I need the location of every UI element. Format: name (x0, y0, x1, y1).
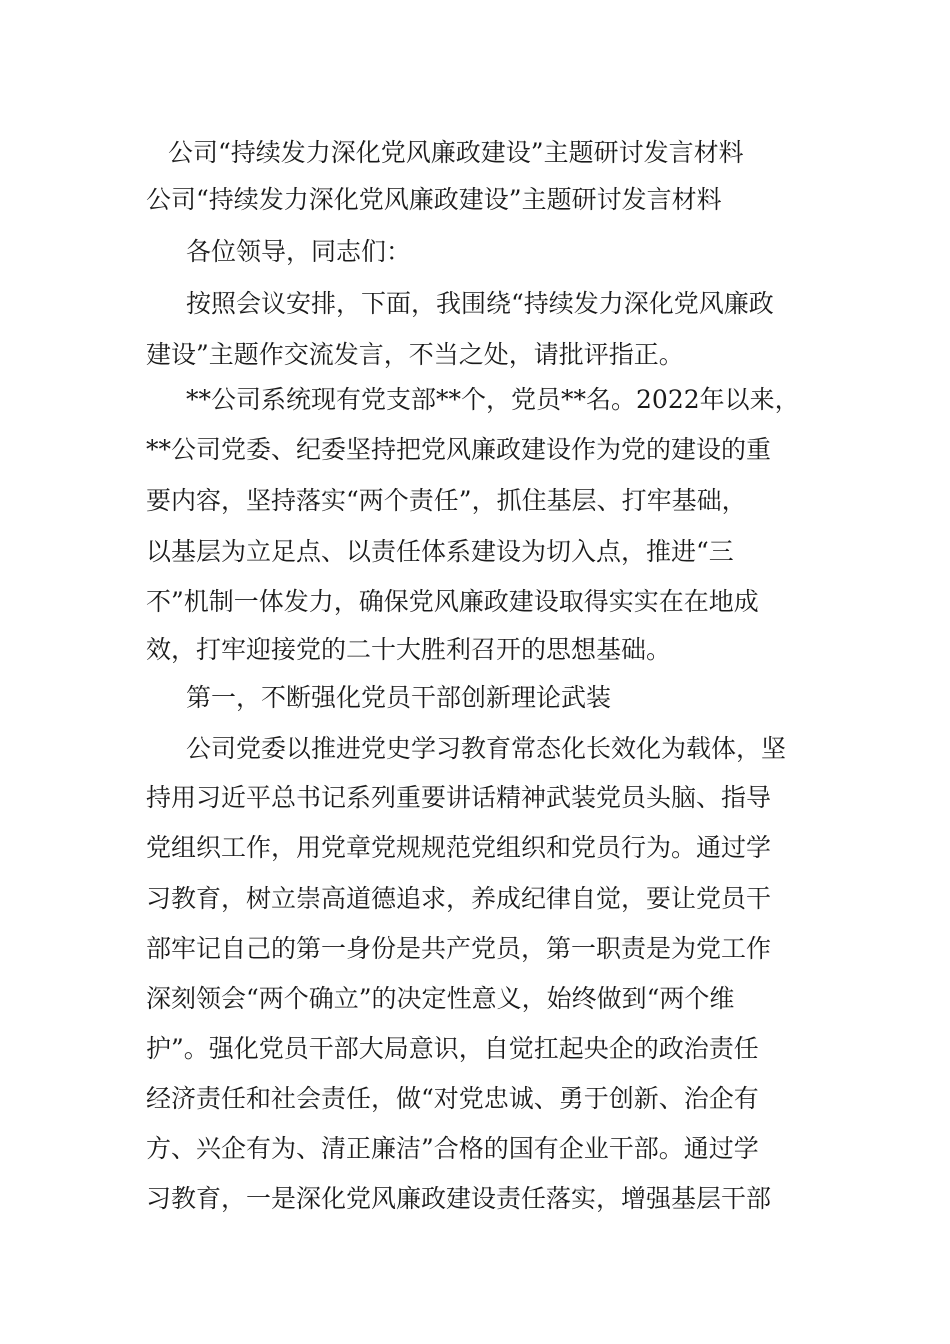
paragraph-line: 按照会议安排，下面，我围绕“持续发力深化党风廉政 (186, 289, 774, 318)
paragraph-line: 公司党委以推进党史学习教育常态化长效化为载体，坚 (186, 734, 787, 763)
paragraph-line: 部牢记自己的第一身份是共产党员，第一职责是为党工作 (146, 934, 772, 963)
paragraph-line: 习教育，一是深化党风廉政建设责任落实，增强基层干部 (146, 1184, 772, 1213)
paragraph-line: 以基层为立足点、以责任体系建设为切入点，推进“三 (146, 537, 734, 566)
paragraph-line: 深刻领会“两个确立”的决定性意义，始终做到“两个维 (146, 984, 735, 1013)
paragraph-line: **公司党委、纪委坚持把党风廉政建设作为党的建设的重 (146, 435, 772, 464)
paragraph-line: 方、兴企有为、清正廉洁”合格的国有企业干部。通过学 (146, 1134, 759, 1163)
document-title-header: 公司“持续发力深化党风廉政建设”主题研讨发言材料 (168, 138, 744, 167)
paragraph-line: 效，打牢迎接党的二十大胜利召开的思想基础。 (146, 635, 672, 664)
paragraph-line: 不”机制一体发力，确保党风廉政建设取得实实在在地成 (146, 587, 759, 616)
paragraph-line: 各位领导，同志们： (186, 237, 412, 266)
paragraph-line: 要内容，坚持落实“两个责任”，抓住基层、打牢基础， (146, 486, 747, 515)
paragraph-line: 建设”主题作交流发言，不当之处，请批评指正。 (146, 340, 684, 369)
paragraph-line: 党组织工作，用党章党规规范党组织和党员行为。通过学 (146, 833, 772, 862)
paragraph-line: 经济责任和社会责任，做“对党忠诚、勇于创新、治企有 (146, 1084, 759, 1113)
paragraph-line: 习教育，树立崇高道德追求，养成纪律自觉，要让党员干 (146, 884, 772, 913)
paragraph-line: 护”。强化党员干部大局意识，自觉扛起央企的政治责任 (146, 1034, 759, 1063)
paragraph-line: 持用习近平总书记系列重要讲话精神武装党员头脑、指导 (146, 783, 772, 812)
document-title: 公司“持续发力深化党风廉政建设”主题研讨发言材料 (146, 185, 722, 214)
paragraph-line: **公司系统现有党支部**个，党员**名。2022年以来， (186, 385, 800, 414)
section-heading: 第一，不断强化党员干部创新理论武装 (186, 683, 612, 712)
